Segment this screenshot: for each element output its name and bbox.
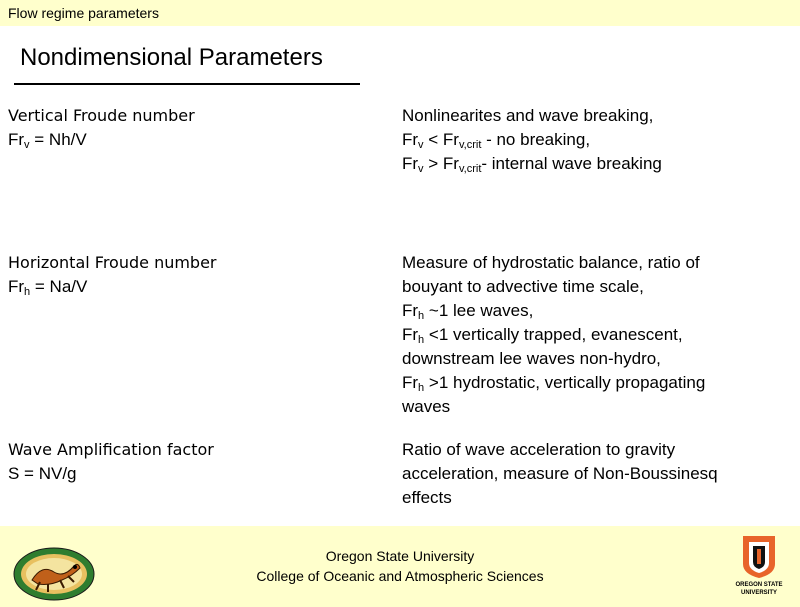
- footer-college: College of Oceanic and Atmospheric Sciences: [256, 568, 544, 584]
- param-formula: S = NV/g: [8, 464, 77, 483]
- param-formula: $Fr_h = Na/V$: [8, 277, 88, 298]
- param-formula: $Fr_v = Nh/V$: [8, 130, 87, 151]
- osu-logo-line1: OREGON STATE: [735, 582, 783, 588]
- description-column: [402, 251, 797, 419]
- description-column: [402, 104, 797, 176]
- description-line: $Fr_h >1$ hydrostatic, vertically propagating: [402, 373, 706, 394]
- description-line: effects: [402, 488, 452, 507]
- heading-underline: [14, 83, 360, 85]
- header-title: Flow regime parameters: [8, 5, 159, 21]
- description-line: bouyant to advective time scale,: [402, 277, 644, 296]
- description-line: $Fr_h$ ~1 lee waves,: [402, 301, 534, 322]
- footer-text: [200, 546, 600, 586]
- description-line: downstream lee waves non-hydro,: [402, 349, 661, 368]
- description-line: Measure of hydrostatic balance, ratio of: [402, 253, 700, 272]
- description-line: $Fr_h <1$ vertically trapped, evanescent,: [402, 325, 683, 346]
- param-name: Horizontal Froude number: [8, 253, 217, 272]
- osu-logo-line2: UNIVERSITY: [740, 590, 777, 596]
- param-name: Vertical Froude number: [8, 106, 195, 125]
- slide-heading: Nondimensional Parameters: [20, 44, 323, 71]
- osu-shield-icon: [724, 534, 794, 600]
- param-column: [8, 104, 388, 152]
- param-name: Wave Amplification factor: [8, 440, 214, 459]
- param-column: [8, 251, 388, 299]
- description-line: waves: [402, 397, 451, 416]
- description-line: $Fr_v > Fr_{v,crit}-$ internal wave breaking: [402, 154, 662, 175]
- description-column: [402, 438, 797, 510]
- description-line: acceleration, measure of Non-Boussinesq: [402, 464, 718, 483]
- description-line: Ratio of wave acceleration to gravity: [402, 440, 676, 459]
- footer: [0, 526, 800, 600]
- description-line: $Fr_v < Fr_{v,crit}$ - no breaking,: [402, 130, 591, 151]
- param-column: [8, 438, 388, 486]
- footer-university: Oregon State University: [325, 548, 475, 564]
- description-title: Nonlinearites and wave breaking,: [402, 106, 654, 125]
- salamander-seal-icon: [12, 546, 96, 602]
